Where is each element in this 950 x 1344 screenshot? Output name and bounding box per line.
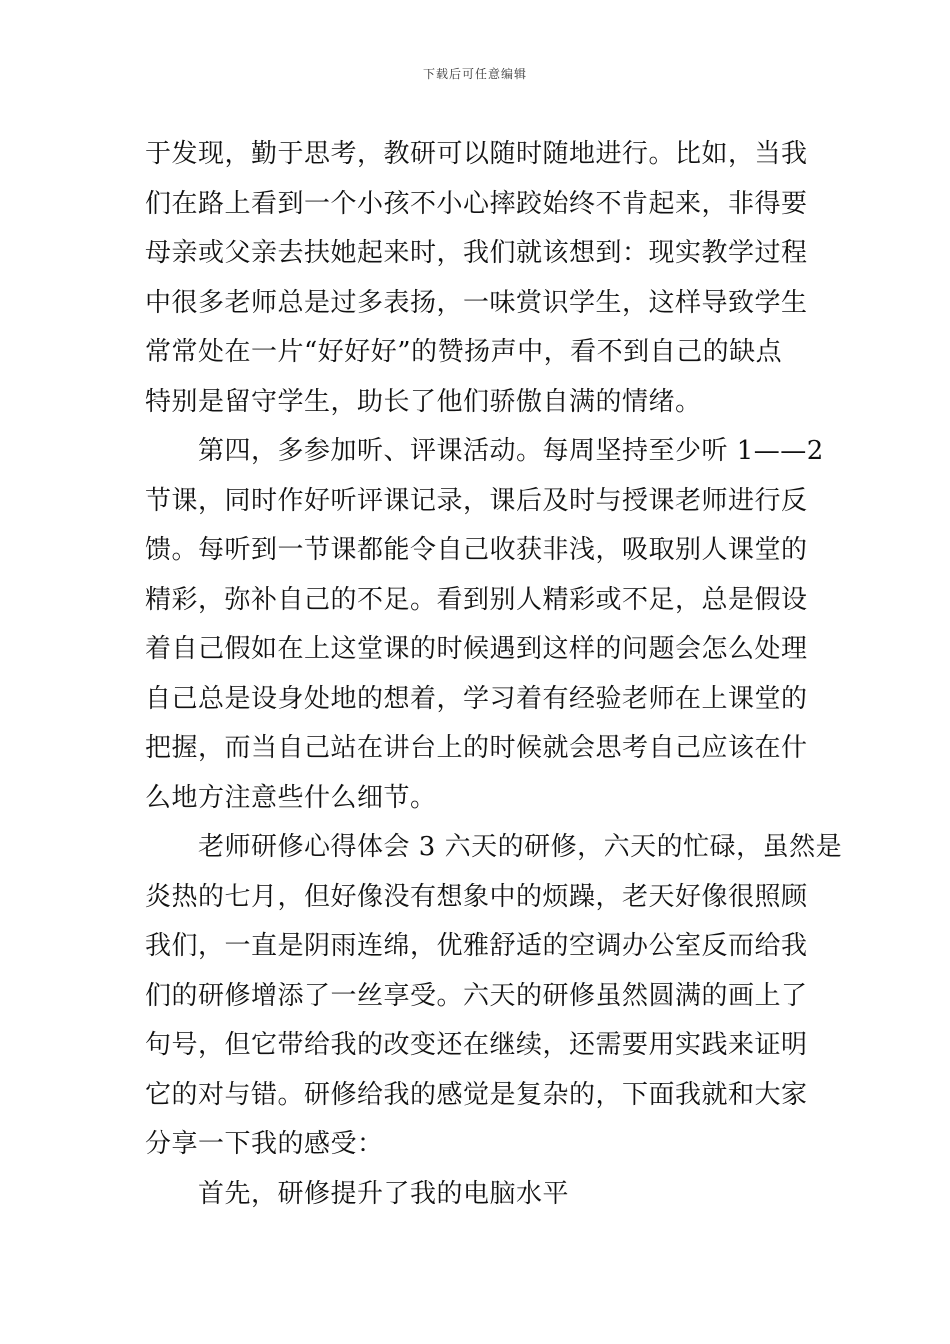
text-line: 馈。每听到一节课都能令自己收获非浅，吸取别人课堂的 — [145, 535, 808, 565]
text-line: 自己总是设身处地的想着，学习着有经验老师在上课堂的 — [145, 683, 808, 714]
text-line: 句号，但它带给我的改变还在继续，还需要用实践来证明 — [145, 1030, 808, 1060]
text-line: 节课，同时作好听评课记录，课后及时与授课老师进行反 — [145, 485, 808, 516]
text-line: 们的研修增添了一丝享受。六天的研修虽然圆满的画上了 — [145, 980, 808, 1011]
text-line: 把握，而当自己站在讲台上的时候就会思考自己应该在什 — [145, 733, 808, 763]
text-line: 精彩，弥补自己的不足。看到别人精彩或不足，总是假设 — [145, 584, 808, 615]
text-line: 于发现，勤于思考，教研可以随时随地进行。比如，当我 — [145, 139, 808, 169]
text-line: 它的对与错。研修给我的感觉是复杂的，下面我就和大家 — [145, 1079, 808, 1110]
text-line: 们在路上看到一个小孩不小心摔跤始终不肯起来，非得要 — [145, 188, 808, 219]
paragraph-start-line: 第四，多参加听、评课活动。每周坚持至少听 1——2 — [198, 436, 824, 466]
text-line: 么地方注意些什么细节。 — [145, 782, 437, 813]
paragraph-start-line: 首先，研修提升了我的电脑水平 — [198, 1178, 570, 1209]
text-line: 母亲或父亲去扶她起来时，我们就该想到：现实教学过程 — [145, 238, 808, 268]
document-body — [145, 130, 843, 1219]
text-line: 常常处在一片“好好好”的赞扬声中，看不到自己的缺点 — [145, 337, 783, 367]
text-line: 分享一下我的感受： — [145, 1129, 384, 1159]
text-line: 特别是留守学生，助长了他们骄傲自满的情绪。 — [145, 386, 702, 417]
page-header: 下载后可任意编辑 — [422, 67, 527, 81]
text-line: 着自己假如在上这堂课的时候遇到这样的问题会怎么处理 — [145, 634, 808, 664]
text-line: 炎热的七月，但好像没有想象中的烦躁，老天好像很照顾 — [145, 881, 808, 912]
paragraph-start-line: 老师研修心得体会 3 六天的研修，六天的忙碌，虽然是 — [198, 832, 843, 862]
text-line: 我们，一直是阴雨连绵，优雅舒适的空调办公室反而给我 — [145, 931, 808, 961]
text-line: 中很多老师总是过多表扬，一味赏识学生，这样导致学生 — [145, 287, 808, 318]
